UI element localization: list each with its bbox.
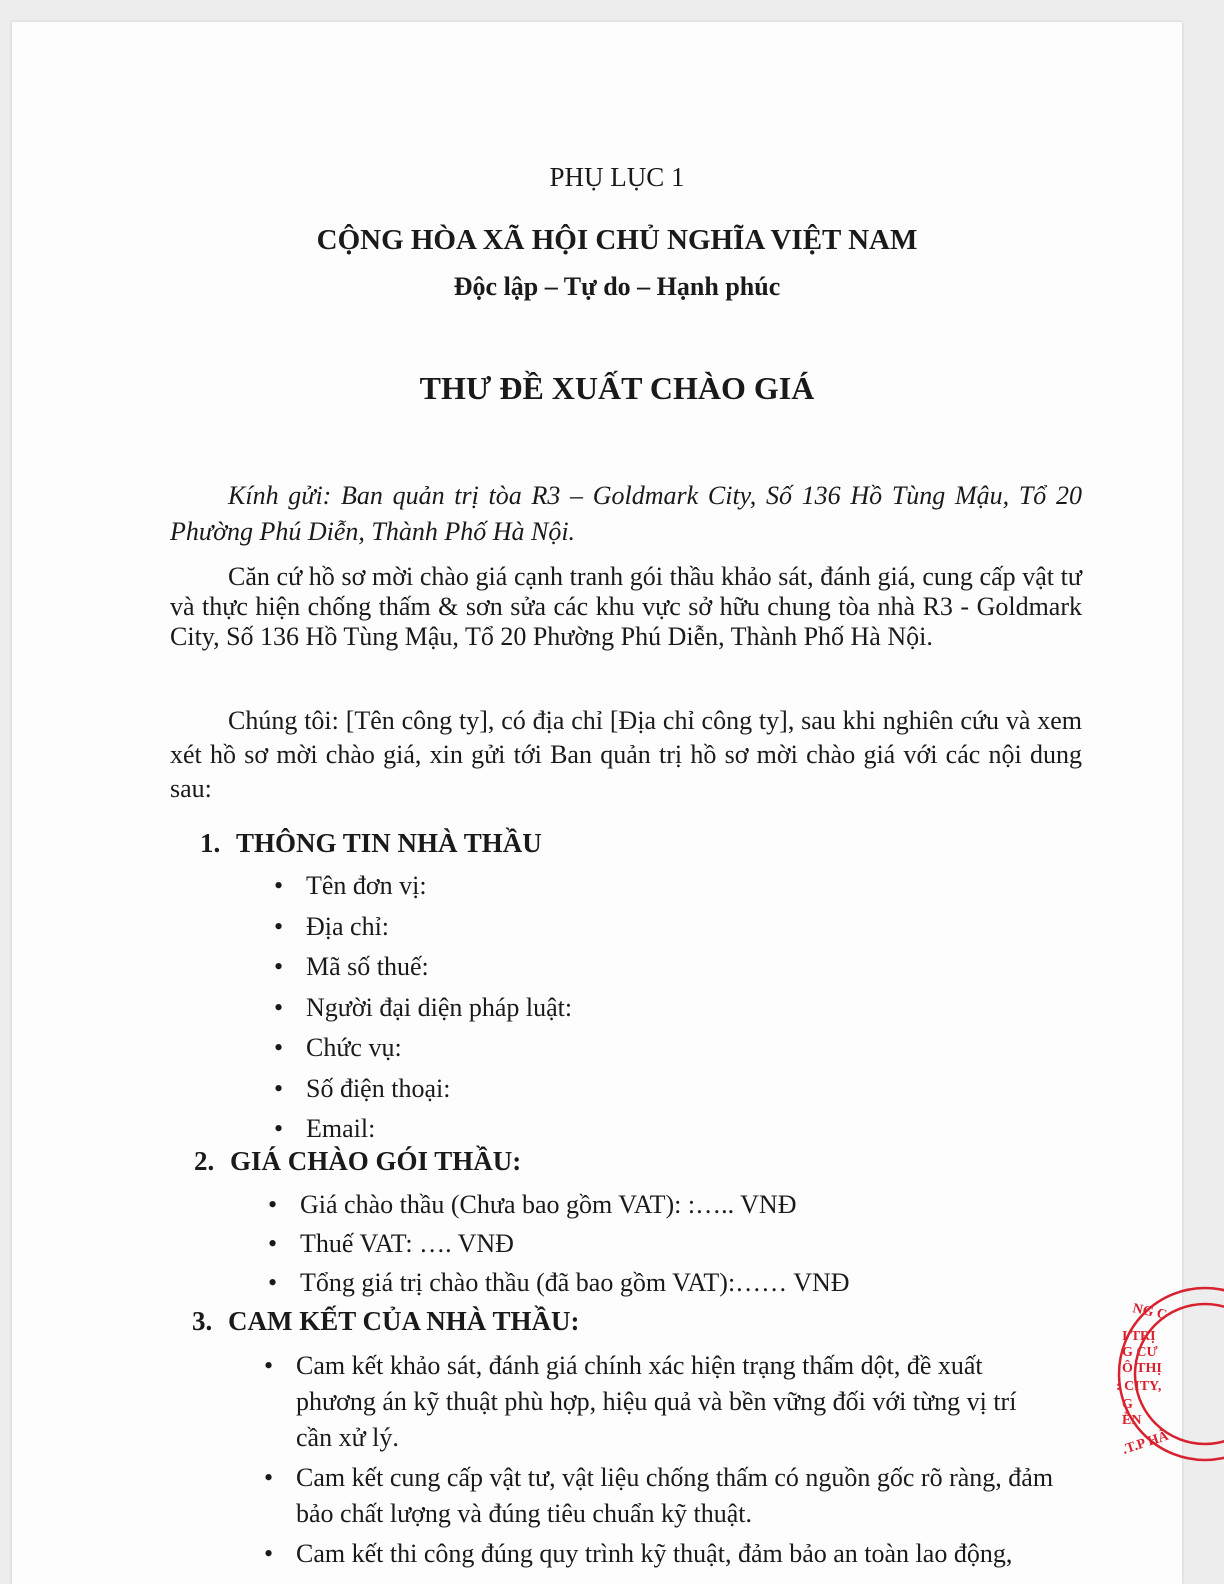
svg-text:I TRỊ: I TRỊ xyxy=(1122,1329,1156,1344)
greeting-paragraph: Kính gửi: Ban quản trị tòa R3 – Goldmark City, Số 136 Hồ Tùng Mậu, Tổ 20 Phường Phú Diễn, Thành Phố Hà Nội. xyxy=(170,481,1082,546)
list-item: • Email: xyxy=(274,1109,1074,1150)
list-item: • Cam kết khảo sát, đánh giá chính xác hiện trạng thấm dột, đề xuất phương án kỹ thuật phù hợp, hiệu quả và bền vững đối với từng vị trí cần xử lý. xyxy=(264,1348,1054,1456)
list-item: • Người đại diện pháp luật: xyxy=(274,988,1074,1029)
section-number: 2. xyxy=(194,1146,215,1176)
svg-text:Ô THỊ: Ô THỊ xyxy=(1122,1361,1162,1376)
red-seal-stamp-icon xyxy=(1110,1282,1224,1472)
svg-text:ỄN: ỄN xyxy=(1122,1413,1142,1428)
section-commitment-heading xyxy=(192,1306,580,1337)
svg-text:G CƯ: G CƯ xyxy=(1122,1345,1158,1360)
list-item: • Thuế VAT: …. VNĐ xyxy=(268,1225,1068,1264)
basis-paragraph: Căn cứ hồ sơ mời chào giá cạnh tranh gói thầu khảo sát, đánh giá, cung cấp vật tư và thực hiện chống thấm & sơn sửa các khu vực sở hữu chung tòa nhà R3 - Goldmark City, Số 136 Hồ Tùng Mậu, Tổ 20 Phường Phú Diễn, Thành Phố Hà Nội. xyxy=(170,562,1082,651)
list-item: • Cam kết thi công đúng quy trình kỹ thuật, đảm bảo an toàn lao động, xyxy=(264,1536,1054,1572)
list-item: • Tên đơn vị: xyxy=(274,866,1074,907)
bid-price-list xyxy=(268,1186,1068,1303)
svg-text:: CITY,: : CITY, xyxy=(1116,1379,1162,1394)
svg-text:NG C: NG C xyxy=(1131,1301,1169,1324)
list-item: • Giá chào thầu (Chưa bao gồm VAT): :….. VNĐ xyxy=(268,1186,1068,1225)
section-title: THÔNG TIN NHÀ THẦU xyxy=(236,828,542,858)
section-title: GIÁ CHÀO GÓI THẦU: xyxy=(230,1146,522,1176)
document-title: THƯ ĐỀ XUẤT CHÀO GIÁ xyxy=(419,370,815,406)
section-number: 1. xyxy=(200,828,221,858)
section-number: 3. xyxy=(192,1306,213,1336)
document-page xyxy=(12,22,1182,1584)
list-item: • Mã số thuế: xyxy=(274,947,1074,988)
contractor-info-list xyxy=(274,866,1074,1150)
section-contractor-info-heading xyxy=(200,828,542,859)
section-bid-price-heading xyxy=(194,1146,521,1177)
intro-paragraph: Chúng tôi: [Tên công ty], có địa chỉ [Địa chỉ công ty], sau khi nghiên cứu và xem xét hồ sơ mời chào giá, xin gửi tới Ban quản trị hồ sơ mời chào giá với các nội dung sau: xyxy=(170,706,1082,803)
national-title: CỘNG HÒA XÃ HỘI CHỦ NGHĨA VIỆT NAM xyxy=(316,224,918,256)
list-item: • Địa chỉ: xyxy=(274,907,1074,948)
national-motto: Độc lập – Tự do – Hạnh phúc xyxy=(453,272,781,301)
list-item: • Tổng giá trị chào thầu (đã bao gồm VAT):…… VNĐ xyxy=(268,1264,1068,1303)
appendix-label: PHỤ LỤC 1 xyxy=(549,162,685,192)
commitment-list xyxy=(264,1348,1054,1576)
list-item: • Chức vụ: xyxy=(274,1028,1074,1069)
list-item: • Số điện thoại: xyxy=(274,1069,1074,1110)
svg-text:G: G xyxy=(1122,1397,1133,1412)
section-title: CAM KẾT CỦA NHÀ THẦU: xyxy=(228,1306,580,1336)
list-item: • Cam kết cung cấp vật tư, vật liệu chống thấm có nguồn gốc rõ ràng, đảm bảo chất lượng và đúng tiêu chuẩn kỹ thuật. xyxy=(264,1460,1054,1532)
svg-text:.T.P HÀ: .T.P HÀ xyxy=(1120,1428,1171,1458)
